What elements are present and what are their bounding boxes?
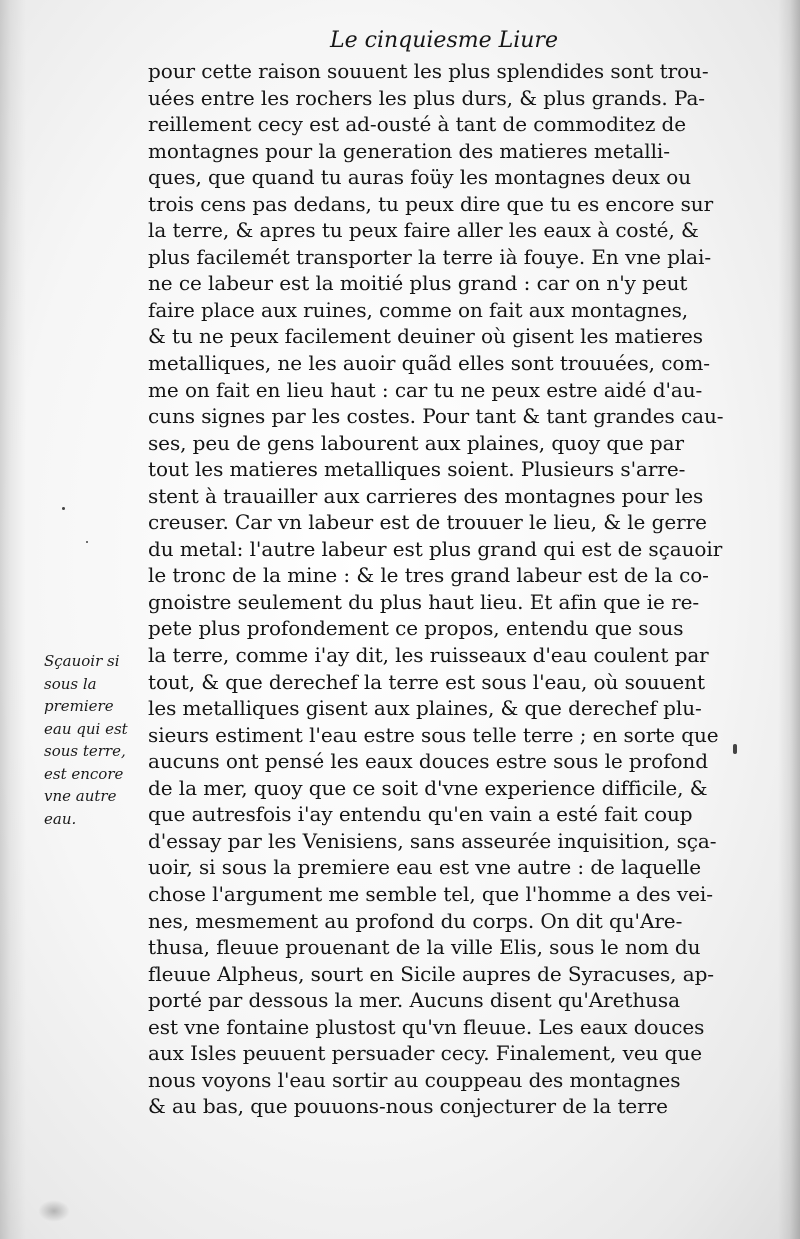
text-line: porté par dessous la mer. Aucuns disent qu'Arethusa xyxy=(148,988,680,1013)
text-line: creuser. Car vn labeur est de trouuer le lieu, & le gerre xyxy=(148,510,707,535)
text-line: d'essay par les Venisiens, sans asseurée inquisition, sça- xyxy=(148,828,717,853)
text-line: pete plus profondement ce propos, entendu que sous xyxy=(148,616,684,641)
text-line: & tu ne peux facilement deuiner où gisent les matieres xyxy=(148,324,703,349)
text-line: les metalliques gisent aux plaines, & que derechef plu- xyxy=(148,696,702,721)
text-line: nous voyons l'eau sortir au couppeau des montagnes xyxy=(148,1067,681,1092)
margin-note-line: premiere xyxy=(44,697,114,715)
ink-speck xyxy=(86,541,88,543)
margin-note-line: sous terre, xyxy=(44,742,126,760)
text-line: la terre, comme i'ay dit, les ruisseaux d'eau coulent par xyxy=(148,643,709,668)
text-line: chose l'argument me semble tel, que l'homme a des vei- xyxy=(148,881,713,906)
text-line: pour cette raison souuent les plus splendides sont trou- xyxy=(148,59,709,83)
text-line: fleuue Alpheus, sourt en Sicile aupres de Syracuses, ap- xyxy=(148,961,714,986)
text-line: uoir, si sous la premiere eau est vne autre : de laquelle xyxy=(148,855,701,880)
text-line: ne ce labeur est la moitié plus grand : car on n'y peut xyxy=(148,271,688,296)
margin-note-line: Sçauoir si xyxy=(44,652,120,670)
text-line: reillement cecy est ad-ousté à tant de commoditez de xyxy=(148,112,687,137)
text-line: nes, mesmement au profond du corps. On dit qu'Are- xyxy=(148,908,683,933)
ink-smudge xyxy=(38,1200,70,1222)
text-line: aux Isles peuuent persuader cecy. Finalement, veu que xyxy=(148,1041,702,1066)
body-text xyxy=(148,58,788,1120)
margin-note-line: sous la xyxy=(44,674,97,693)
text-line: thusa, fleuue prouenant de la ville Elis, sous le nom du xyxy=(148,935,701,960)
margin-note-line: eau. xyxy=(44,809,77,828)
margin-note-line: eau qui est xyxy=(44,719,128,738)
text-line: le tronc de la mine : & le tres grand labeur est de la co- xyxy=(148,563,709,588)
running-head: Le cinquiesme Liure xyxy=(330,28,558,53)
text-line: que autresfois i'ay entendu qu'en vain a esté fait coup xyxy=(148,802,693,827)
text-line: montagnes pour la generation des matieres metalli- xyxy=(148,138,670,163)
text-line: ques, que quand tu auras foüy les montagnes deux ou xyxy=(148,165,692,190)
margin-note-line: vne autre xyxy=(44,787,117,805)
text-line: sieurs estiment l'eau estre sous telle terre ; en sorte que xyxy=(148,722,719,747)
text-line: du metal: l'autre labeur est plus grand qui est de sçauoir xyxy=(148,536,723,561)
text-line: plus facilemét transporter la terre ià fouye. En vne plai- xyxy=(148,244,712,269)
margin-note xyxy=(44,650,144,830)
text-line: gnoistre seulement du plus haut lieu. Et afin que ie re- xyxy=(148,589,700,614)
text-line: aucuns ont pensé les eaux douces estre sous le profond xyxy=(148,749,708,774)
gutter-shadow xyxy=(0,0,26,1239)
text-line: de la mer, quoy que ce soit d'vne experience difficile, & xyxy=(148,775,708,800)
margin-note-line: est encore xyxy=(44,764,124,783)
text-line: faire place aux ruines, comme on fait aux montagnes, xyxy=(148,297,689,322)
text-line: ses, peu de gens labourent aux plaines, quoy que par xyxy=(148,430,684,455)
text-line: la terre, & apres tu peux faire aller les eaux à costé, & xyxy=(148,218,699,243)
text-line: est vne fontaine plustost qu'vn fleuue. Les eaux douces xyxy=(148,1014,705,1039)
text-line: & au bas, que pouuons-nous conjecturer de la terre xyxy=(148,1094,668,1119)
text-line: cuns signes par les costes. Pour tant & tant grandes cau- xyxy=(148,404,724,429)
text-line: trois cens pas dedans, tu peux dire que tu es encore sur xyxy=(148,191,714,216)
text-line: me on fait en lieu haut : car tu ne peux estre aidé d'au- xyxy=(148,377,703,402)
text-line: metalliques, ne les auoir quãd elles sont trouuées, com- xyxy=(148,351,710,376)
text-line: stent à trauailler aux carrieres des montagnes pour les xyxy=(148,483,704,508)
text-line: uées entre les rochers les plus durs, & plus grands. Pa- xyxy=(148,85,705,110)
text-line: tout, & que derechef la terre est sous l'eau, où souuent xyxy=(148,669,705,694)
ink-speck xyxy=(62,507,65,510)
text-line: tout les matieres metalliques soient. Plusieurs s'arre- xyxy=(148,457,686,482)
ink-speck xyxy=(733,744,737,754)
